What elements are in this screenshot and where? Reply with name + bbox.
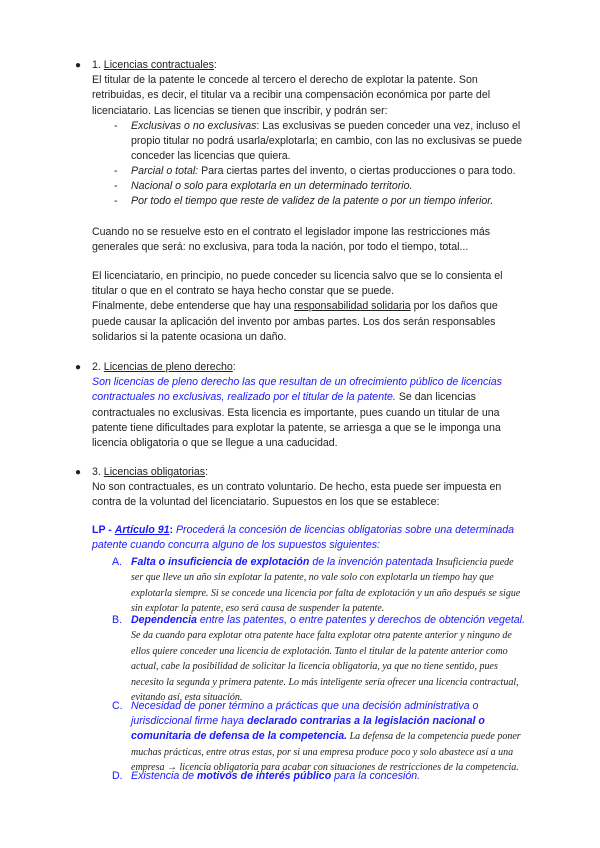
dash-icon: - — [114, 180, 118, 192]
section-licencias-pleno-derecho: ● 2. Licencias de pleno derecho: Son licencias de pleno derecho las que resultan de un ofrecimiento público de licencias contractuales no exclusivas, realizado por el titular de la patente. Se dan licencias contractuales no exclusivas. Esta licencia es importante, pues cuando un titular de una patente tiene dificultades para explotar la patente, se arriesga a que se le imponga una licencia obligatoria o que se llegue a una caducidad. — [92, 360, 522, 451]
point-b: B. Dependencia entre las patentes, o entre patentes y derechos de obtención vegetal. Se da cuando para explotar otra patente hace falta explotar otra patente anterior y ninguno de ellos quiere conceder una licencia de explotación. Tanto el titular de la patente anterior como actual, cabe la posibilidad de solicitar la licencia obligatoria, ya que no tiene sentido, pues necesito la segunda y primera patente. Lo más inteligente sería ofrecer una licencia contractual, evitando así, esta situación. — [112, 614, 525, 704]
dash-icon: - — [114, 195, 118, 207]
article-91: LP - Artículo 91: Procederá la concesión de licencias obligatorias sobre una determinada patente cuando concurra alguno de los supuestos siguientes: — [92, 524, 515, 552]
underlined-term: responsabilidad solidaria — [294, 300, 411, 313]
section-title: Licencias obligatorias — [103, 466, 206, 478]
sub-item: - Exclusivas o no exclusivas: Las exclusivas se pueden conceder una vez, incluso el propio titular no podrá usarla/explotarla; en cambio, con las no exclusivas se puede conceder las licencias que quiera. — [114, 120, 523, 163]
dash-icon: - — [114, 120, 118, 132]
sub-item: - Nacional o solo para explotarla en un determinado territorio. — [131, 179, 526, 194]
section-licencias-contractuales — [75, 58, 522, 119]
bullet-icon: ● — [75, 60, 82, 71]
dash-icon: - — [114, 165, 118, 177]
section-title: Licencias contractuales — [103, 59, 214, 71]
section-intro: No son contractuales, es un contrato voluntario. De hecho, esta puede ser impuesta en contra de la voluntad del licenciatario. Supuestos en los que se establece: — [92, 481, 502, 509]
section-number: 1. — [92, 59, 101, 71]
sub-item: - Parcial o total: Para ciertas partes del invento, o ciertas producciones o para todo. — [131, 164, 526, 179]
article-link[interactable]: Artículo 91 — [114, 524, 170, 536]
point-d: D. Existencia de motivos de interés público para la concesión. — [112, 770, 421, 782]
paragraph: El licenciatario, en principio, no puede conceder su licencia salvo que se lo consienta el titular o que en el contrato se haya hecho constar que se puede. Finalmente, debe entenderse que hay una responsabilidad solidaria por los daños que puede causar la aplicación del invento por ambas partes. Los dos serán responsables solidarios si la patente ocasiona un daño. — [92, 270, 503, 343]
highlight-text: Son licencias de pleno derecho las que resultan de un ofrecimiento público de licencias contractuales no exclusivas, realizado por el titular de la patente. — [92, 376, 502, 404]
bullet-icon: ● — [75, 467, 82, 478]
sub-item: - Por todo el tiempo que reste de validez de la patente o por un tiempo inferior. — [131, 194, 526, 209]
section-heading: 2. Licencias de pleno derecho: — [92, 361, 236, 373]
section-heading: 1. Licencias contractuales: — [92, 59, 217, 71]
paragraph: Cuando no se resuelve esto en el contrato el legislador impone las restricciones más generales que será: no exclusiva, para toda la nación, por todo el tiempo, total... — [92, 226, 491, 254]
section-heading: 3. Licencias obligatorias: — [92, 466, 209, 478]
section-licencias-obligatorias — [75, 465, 522, 511]
bullet-icon: ● — [75, 362, 82, 373]
point-a: A. Falta o insuficiencia de explotación de la invención patentada Insuficiencia puede ser que lleve un año sin explotar la patente, no vale solo con explotarla un tiempo hay que explotarla siempre. Si se concede una licencia por falta de explotación y un año después se sigue sin explotar la patente, eso será causa de suspender la patente. — [112, 556, 521, 615]
point-c: C. Necesidad de poner término a prácticas que una decisión administrativa o jurisdiccional firme haya declarado contrarias a la legislación nacional o comunitaria de defensa de la competencia. La defensa de la competencia puede poner muchas prácticas, entre otras estas, por si una empresa produce poco y solo abastece así a una empresa → licencia obligatoria para acabar con situaciones de restricciones de la competencia. — [112, 700, 521, 774]
section-title: Licencias de pleno derecho — [103, 361, 233, 373]
section-intro: El titular de la patente le concede al tercero el derecho de explotar la patente. Son retribuidas, es decir, el titular va a recibir una compensación económica por parte del licenciatario. Las licencias se tienen que inscribir, y podrán ser: — [92, 74, 491, 117]
